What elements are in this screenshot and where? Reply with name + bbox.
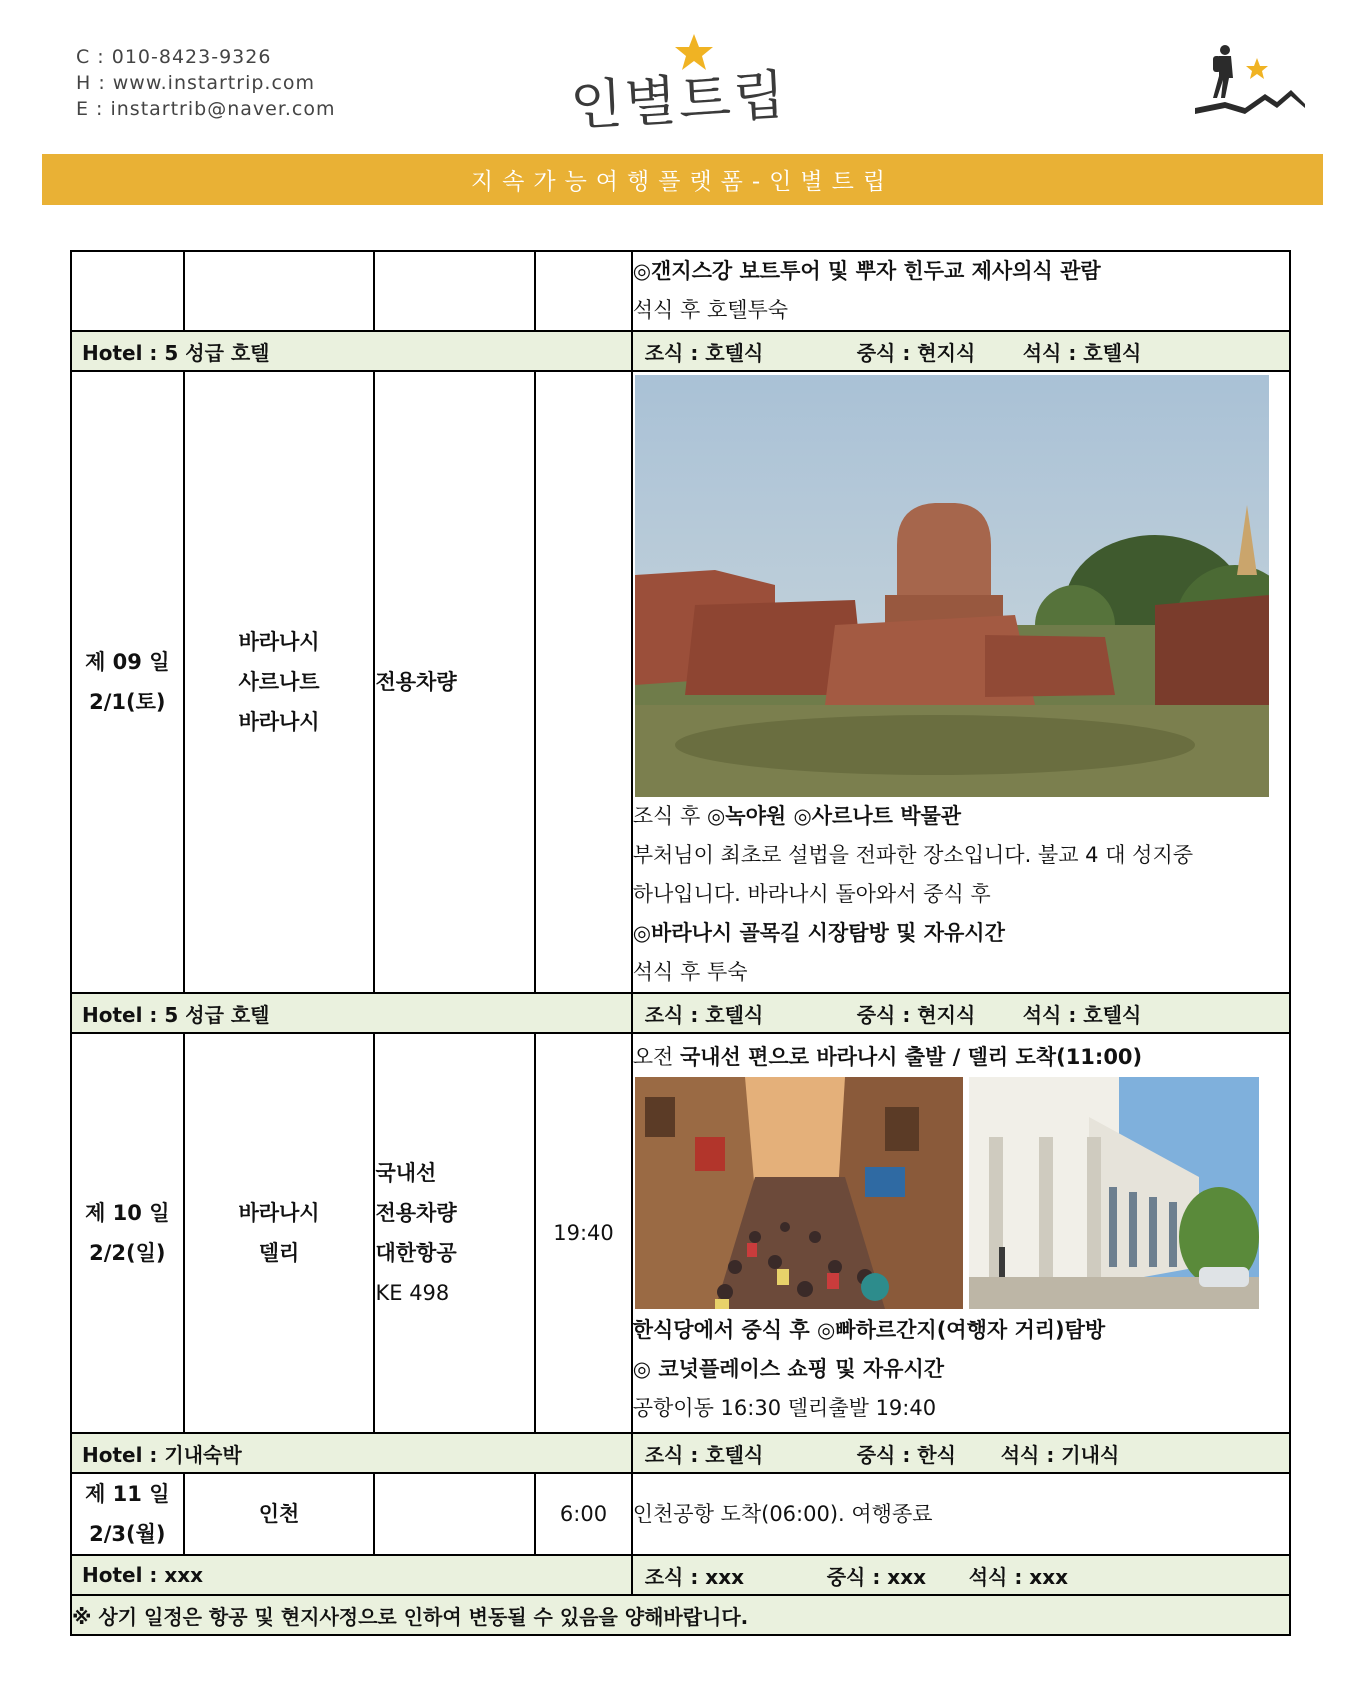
place-name: 인천 (258, 1502, 300, 1526)
time-cell (535, 251, 631, 331)
hotel-label: Hotel : 5 성급 호텔 (71, 993, 632, 1033)
table-row (71, 1033, 1290, 1433)
hotel-row (71, 331, 1290, 371)
day-date: 2/2(일) (89, 1241, 166, 1265)
detail-line: 하나입니다. 바라나시 돌아와서 중식 후 (632, 881, 991, 906)
contact-phone: C : 010-8423-9326 (76, 46, 272, 68)
detail-line: 인천공항 도착(06:00). 여행종료 (632, 1501, 933, 1526)
arrival-time: 6:00 (559, 1502, 608, 1526)
detail-line: ◎바라나시 골목길 시장탐방 및 자유시간 (632, 920, 1005, 945)
dinner-label: 석식 : 호텔식 (1022, 1002, 1142, 1027)
detail-cell (632, 1473, 1290, 1555)
detail-highlight: 국내선 편으로 바라나시 출발 / 델리 도착(11:00) (679, 1045, 1143, 1069)
hotel-label: Hotel : 기내숙박 (71, 1433, 632, 1473)
day-date: 2/1(토) (89, 690, 166, 714)
transport-cell (374, 251, 535, 331)
place-cell (184, 1473, 375, 1555)
detail-line: 부처님이 최초로 설법을 전파한 장소입니다. 불교 4 대 성지중 (632, 842, 1194, 867)
transport-cell (374, 1473, 535, 1555)
transport-cell (374, 371, 535, 993)
paharganj-photo (635, 1077, 963, 1309)
banner-title: 지속가능여행플랫폼-인별트립 (470, 169, 895, 195)
transport-name: 대한항공 (375, 1241, 457, 1265)
breakfast-label: 조식 : 호텔식 (644, 1442, 764, 1467)
day-cell (71, 251, 184, 331)
detail-line: 석식 후 호텔투숙 (632, 298, 789, 322)
day-number: 제 10 일 (85, 1201, 170, 1225)
detail-line (633, 1038, 1289, 1077)
day-number: 제 09 일 (85, 650, 170, 674)
hotel-row (71, 1433, 1290, 1473)
detail-prefix: 오전 (632, 1045, 680, 1069)
breakfast-label: 조식 : 호텔식 (644, 340, 764, 365)
dinner-label: 석식 : 호텔식 (1022, 340, 1142, 365)
transport-name: 전용차량 (375, 670, 457, 694)
meals-cell (632, 1433, 1290, 1473)
lunch-label: 중식 : 현지식 (856, 340, 976, 365)
contact-info (76, 44, 336, 122)
day-number: 제 11 일 (85, 1482, 170, 1506)
meals-cell (632, 331, 1290, 371)
notice-text: ※ 상기 일정은 항공 및 현지사정으로 인하여 변동될 수 있음을 양해바랍니다. (71, 1595, 1290, 1635)
hotel-row (71, 993, 1290, 1033)
detail-line: ◎갠지스강 보트투어 및 뿌자 힌두교 제사의식 관람 (632, 259, 1101, 283)
connaught-place-photo (969, 1077, 1259, 1309)
day-cell (71, 1033, 184, 1433)
detail-prefix: 조식 후 (632, 803, 707, 828)
place-name: 사르나트 (238, 670, 320, 694)
detail-cell (632, 251, 1290, 331)
place-cell (184, 251, 375, 331)
detail-line: 석식 후 투숙 (632, 959, 748, 984)
place-name: 바라나시 (238, 710, 320, 734)
hiker-icon (1195, 42, 1305, 122)
departure-time: 19:40 (553, 1221, 614, 1245)
notice-row (71, 1595, 1290, 1635)
breakfast-label: 조식 : 호텔식 (644, 1002, 764, 1027)
brand-logo (568, 32, 800, 138)
dinner-label: 석식 : xxx (968, 1564, 1068, 1589)
flight-number: KE 498 (375, 1281, 450, 1305)
detail-line: ◎ 코넛플레이스 쇼핑 및 자유시간 (632, 1357, 945, 1381)
detail-line: 공항이동 16:30 델리출발 19:40 (632, 1396, 937, 1420)
sarnath-photo (635, 375, 1269, 797)
detail-cell (632, 371, 1290, 993)
place-cell (184, 1033, 375, 1433)
detail-cell (632, 1033, 1290, 1433)
breakfast-label: 조식 : xxx (644, 1564, 744, 1589)
delhi-photos (635, 1077, 1289, 1309)
detail-highlight: ◎녹야원 ◎사르나트 박물관 (706, 803, 962, 828)
table-row (71, 371, 1290, 993)
contact-homepage: H : www.instartrip.com (76, 72, 316, 94)
lunch-label: 중식 : xxx (826, 1564, 926, 1589)
table-row (71, 251, 1290, 331)
day-cell (71, 1473, 184, 1555)
place-name: 바라나시 (238, 1201, 320, 1225)
meals-cell (632, 1555, 1290, 1595)
detail-line: 한식당에서 중식 후 ◎빠하르간지(여행자 거리)탐방 (632, 1318, 1106, 1342)
hotel-row (71, 1555, 1290, 1595)
day-cell (71, 371, 184, 993)
meals-cell (632, 993, 1290, 1033)
transport-cell (374, 1033, 535, 1433)
hotel-label: Hotel : 5 성급 호텔 (71, 331, 632, 371)
place-name: 델리 (258, 1241, 300, 1265)
time-cell (535, 371, 631, 993)
table-row (71, 1473, 1290, 1555)
time-cell (535, 1473, 631, 1555)
lunch-label: 중식 : 한식 (856, 1442, 956, 1467)
place-name: 바라나시 (238, 630, 320, 654)
dinner-label: 석식 : 기내식 (1000, 1442, 1120, 1467)
day-date: 2/3(월) (89, 1522, 166, 1546)
lunch-label: 중식 : 현지식 (856, 1002, 976, 1027)
time-cell (535, 1033, 631, 1433)
hotel-label: Hotel : xxx (71, 1555, 632, 1595)
banner (42, 154, 1323, 205)
logo-text: 인별트립 (568, 63, 789, 138)
place-cell (184, 371, 375, 993)
transport-name: 국내선 (375, 1161, 437, 1185)
itinerary-table (70, 250, 1291, 1636)
detail-line (633, 797, 1289, 836)
transport-name: 전용차량 (375, 1201, 457, 1225)
contact-email: E : instartrib@naver.com (76, 98, 336, 120)
